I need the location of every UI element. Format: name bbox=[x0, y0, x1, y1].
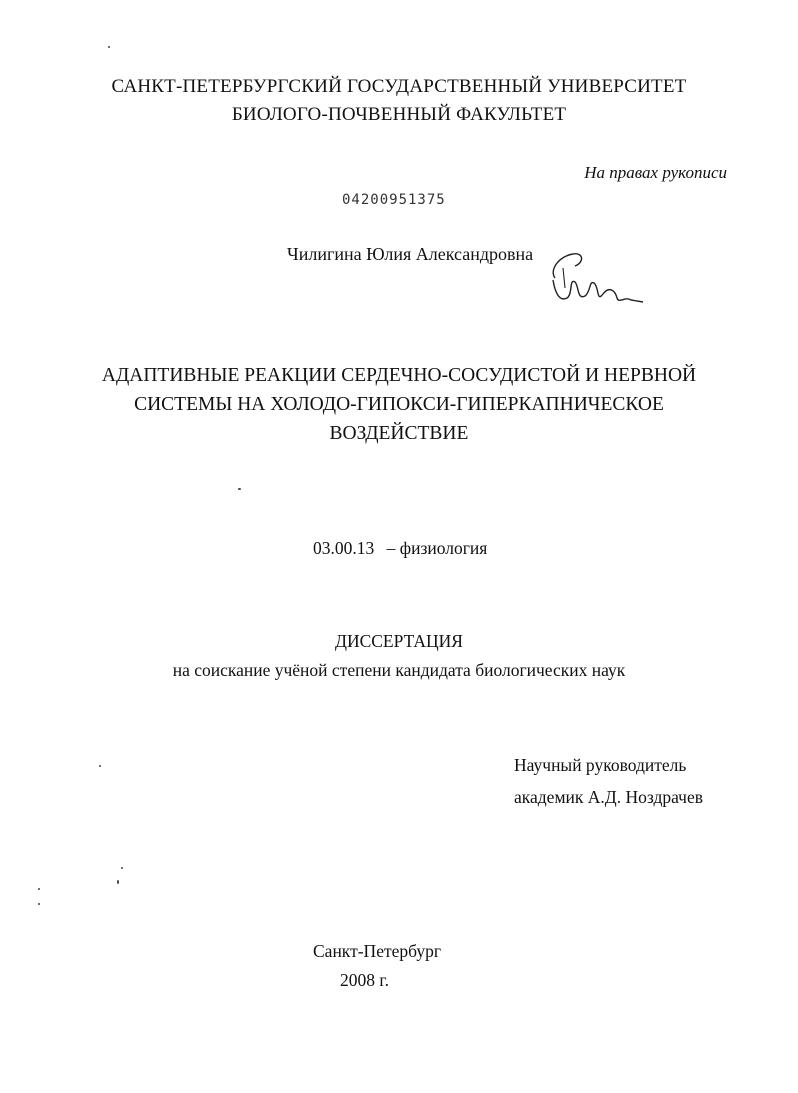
faculty-name: БИОЛОГО-ПОЧВЕННЫЙ ФАКУЛЬТЕТ bbox=[231, 104, 567, 125]
scan-speck bbox=[238, 488, 241, 490]
scan-speck bbox=[38, 888, 40, 890]
supervisor-label: Научный руководитель bbox=[514, 755, 687, 775]
title-line-2: СИСТЕМЫ НА ХОЛОДО-ГИПОКСИ-ГИПЕРКАПНИЧЕСКОЕ bbox=[134, 394, 664, 415]
scan-speck bbox=[117, 880, 119, 884]
dissertation-title bbox=[0, 361, 798, 448]
document-type: ДИССЕРТАЦИЯ bbox=[335, 631, 463, 651]
signature-image bbox=[545, 248, 650, 318]
supervisor-name: академик А.Д. Ноздрачев bbox=[514, 787, 703, 807]
degree-line: на соискание учёной степени кандидата биологических наук bbox=[172, 660, 626, 680]
rights-note: На правах рукописи bbox=[584, 163, 727, 182]
title-line-3: ВОЗДЕЙСТВИЕ bbox=[329, 423, 469, 444]
specialty bbox=[313, 538, 487, 559]
city: Санкт-Петербург bbox=[313, 941, 442, 961]
scan-speck bbox=[99, 765, 101, 767]
catalog-number: 04200951375 bbox=[342, 192, 446, 208]
title-line-1: АДАПТИВНЫЕ РЕАКЦИИ СЕРДЕЧНО-СОСУДИСТОЙ И НЕРВНОЙ bbox=[101, 365, 697, 386]
specialty-name: – физиология bbox=[386, 538, 488, 558]
specialty-code: 03.00.13 bbox=[313, 538, 375, 558]
author-name: Чилигина Юлия Александровна bbox=[287, 244, 534, 264]
scan-speck bbox=[108, 46, 110, 48]
scan-speck bbox=[121, 867, 123, 869]
scan-speck bbox=[38, 903, 40, 905]
university-name: САНКТ-ПЕТЕРБУРГСКИЙ ГОСУДАРСТВЕННЫЙ УНИВЕРСИТЕТ bbox=[111, 76, 687, 97]
year: 2008 г. bbox=[340, 970, 389, 990]
